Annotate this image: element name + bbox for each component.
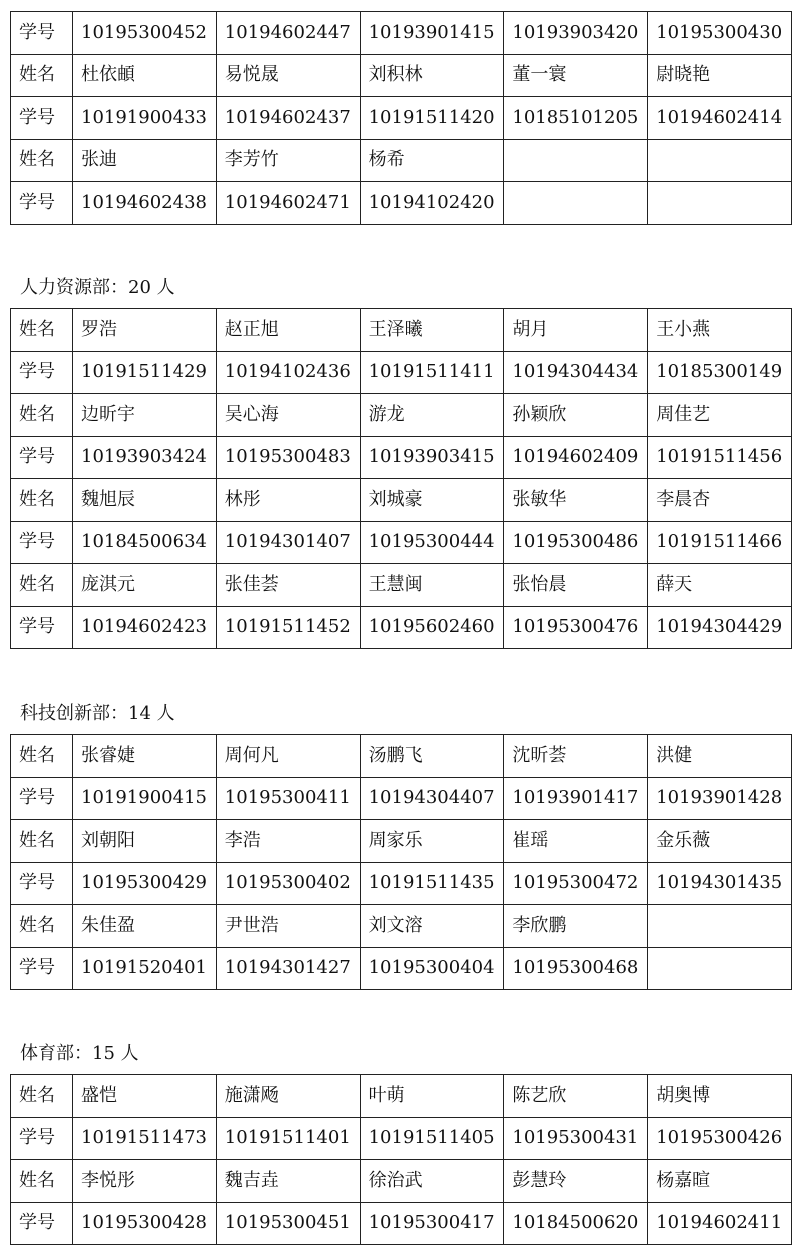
row-label-student-id: 学号 bbox=[11, 1202, 73, 1245]
student-id-cell: 10191520401 bbox=[73, 947, 217, 990]
student-id-cell: 10195300411 bbox=[216, 777, 360, 820]
row-label-name: 姓名 bbox=[11, 394, 73, 437]
student-id-cell: 10194602438 bbox=[73, 182, 217, 225]
member-name-cell: 周何凡 bbox=[216, 735, 360, 778]
roster-table-body bbox=[11, 1075, 792, 1245]
table-row bbox=[11, 139, 792, 182]
member-name-cell: 胡月 bbox=[504, 309, 648, 352]
student-id-cell: 10191511405 bbox=[360, 1117, 504, 1160]
row-label-name: 姓名 bbox=[11, 820, 73, 863]
member-name-cell: 彭慧玲 bbox=[504, 1160, 648, 1203]
table-row bbox=[11, 777, 792, 820]
table-row bbox=[11, 735, 792, 778]
member-name-cell: 易悦晟 bbox=[216, 54, 360, 97]
student-id-cell: 10194602447 bbox=[216, 12, 360, 55]
student-id-cell: 10195300404 bbox=[360, 947, 504, 990]
table-row bbox=[11, 54, 792, 97]
row-label-name: 姓名 bbox=[11, 905, 73, 948]
student-id-cell: 10191511466 bbox=[648, 521, 792, 564]
member-name-cell: 庞淇元 bbox=[73, 564, 217, 607]
roster-table-tech bbox=[10, 734, 792, 990]
student-id-cell: 10193901415 bbox=[360, 12, 504, 55]
member-name-cell: 崔瑶 bbox=[504, 820, 648, 863]
section-heading-tech: 科技创新部：14 人 bbox=[20, 703, 175, 724]
row-label-name: 姓名 bbox=[11, 54, 73, 97]
student-id-cell: 10191511401 bbox=[216, 1117, 360, 1160]
member-name-cell: 张迪 bbox=[73, 139, 217, 182]
student-id-cell: 10191511429 bbox=[73, 351, 217, 394]
member-name-cell: 王小燕 bbox=[648, 309, 792, 352]
member-name-cell: 薛天 bbox=[648, 564, 792, 607]
member-name-cell: 沈昕荟 bbox=[504, 735, 648, 778]
student-id-cell: 10195300451 bbox=[216, 1202, 360, 1245]
table-row bbox=[11, 394, 792, 437]
member-name-cell: 魏旭辰 bbox=[73, 479, 217, 522]
table-row bbox=[11, 1117, 792, 1160]
member-name-cell: 刘文溶 bbox=[360, 905, 504, 948]
member-name-cell: 林彤 bbox=[216, 479, 360, 522]
table-row bbox=[11, 947, 792, 990]
student-id-cell: 10194602414 bbox=[648, 97, 792, 140]
member-name-cell: 李欣鹏 bbox=[504, 905, 648, 948]
row-label-name: 姓名 bbox=[11, 139, 73, 182]
student-id-cell: 10193903415 bbox=[360, 436, 504, 479]
student-id-cell: 10194602471 bbox=[216, 182, 360, 225]
student-id-cell: 10194602411 bbox=[648, 1202, 792, 1245]
row-label-name: 姓名 bbox=[11, 1160, 73, 1203]
student-id-cell: 10191511473 bbox=[73, 1117, 217, 1160]
member-name-cell: 李晨杏 bbox=[648, 479, 792, 522]
member-name-cell: 吴心海 bbox=[216, 394, 360, 437]
roster-table-body bbox=[11, 735, 792, 990]
student-id-cell: 10194602409 bbox=[504, 436, 648, 479]
table-row bbox=[11, 1160, 792, 1203]
student-id-cell: 10194102436 bbox=[216, 351, 360, 394]
member-name-cell: 周佳艺 bbox=[648, 394, 792, 437]
member-name-cell: 汤鹏飞 bbox=[360, 735, 504, 778]
student-id-cell: 10194304429 bbox=[648, 606, 792, 649]
row-label-student-id: 学号 bbox=[11, 606, 73, 649]
member-name-cell: 孙颖欣 bbox=[504, 394, 648, 437]
table-row bbox=[11, 820, 792, 863]
member-name-cell bbox=[648, 905, 792, 948]
member-name-cell: 徐治武 bbox=[360, 1160, 504, 1203]
row-label-student-id: 学号 bbox=[11, 777, 73, 820]
row-label-student-id: 学号 bbox=[11, 182, 73, 225]
table-row bbox=[11, 182, 792, 225]
student-id-cell: 10195300417 bbox=[360, 1202, 504, 1245]
member-name-cell bbox=[504, 139, 648, 182]
member-name-cell: 杨嘉暄 bbox=[648, 1160, 792, 1203]
student-id-cell: 10195300483 bbox=[216, 436, 360, 479]
member-name-cell: 罗浩 bbox=[73, 309, 217, 352]
member-name-cell: 李浩 bbox=[216, 820, 360, 863]
student-id-cell: 10195300468 bbox=[504, 947, 648, 990]
member-name-cell: 张睿婕 bbox=[73, 735, 217, 778]
student-id-cell: 10185101205 bbox=[504, 97, 648, 140]
member-name-cell: 董一寰 bbox=[504, 54, 648, 97]
student-id-cell bbox=[648, 182, 792, 225]
row-label-student-id: 学号 bbox=[11, 351, 73, 394]
roster-table-continued bbox=[10, 11, 792, 225]
table-row bbox=[11, 1202, 792, 1245]
student-id-cell: 10194304434 bbox=[504, 351, 648, 394]
member-name-cell: 杨希 bbox=[360, 139, 504, 182]
row-label-student-id: 学号 bbox=[11, 947, 73, 990]
row-label-student-id: 学号 bbox=[11, 12, 73, 55]
row-label-student-id: 学号 bbox=[11, 1117, 73, 1160]
student-id-cell: 10191511420 bbox=[360, 97, 504, 140]
member-name-cell: 张怡晨 bbox=[504, 564, 648, 607]
table-row bbox=[11, 564, 792, 607]
roster-table-body bbox=[11, 12, 792, 225]
roster-table-body bbox=[11, 309, 792, 649]
member-name-cell: 盛恺 bbox=[73, 1075, 217, 1118]
table-row bbox=[11, 351, 792, 394]
table-row bbox=[11, 309, 792, 352]
student-id-cell: 10191511435 bbox=[360, 862, 504, 905]
row-label-student-id: 学号 bbox=[11, 521, 73, 564]
section-heading-sports: 体育部：15 人 bbox=[20, 1043, 139, 1064]
student-id-cell: 10194102420 bbox=[360, 182, 504, 225]
student-id-cell: 10194304407 bbox=[360, 777, 504, 820]
member-name-cell: 王泽曦 bbox=[360, 309, 504, 352]
student-id-cell: 10185300149 bbox=[648, 351, 792, 394]
member-name-cell: 刘朝阳 bbox=[73, 820, 217, 863]
member-name-cell: 施潇飏 bbox=[216, 1075, 360, 1118]
member-name-cell: 赵正旭 bbox=[216, 309, 360, 352]
row-label-name: 姓名 bbox=[11, 1075, 73, 1118]
student-id-cell: 10195300429 bbox=[73, 862, 217, 905]
table-row bbox=[11, 905, 792, 948]
student-id-cell: 10193903420 bbox=[504, 12, 648, 55]
table-row bbox=[11, 97, 792, 140]
student-id-cell: 10195300444 bbox=[360, 521, 504, 564]
member-name-cell: 刘积林 bbox=[360, 54, 504, 97]
row-label-name: 姓名 bbox=[11, 564, 73, 607]
table-row bbox=[11, 479, 792, 522]
member-name-cell: 金乐薇 bbox=[648, 820, 792, 863]
student-id-cell: 10194602437 bbox=[216, 97, 360, 140]
member-name-cell: 尉晓艳 bbox=[648, 54, 792, 97]
member-name-cell: 杜依頔 bbox=[73, 54, 217, 97]
member-name-cell: 王慧闽 bbox=[360, 564, 504, 607]
student-id-cell: 10195300472 bbox=[504, 862, 648, 905]
row-label-name: 姓名 bbox=[11, 735, 73, 778]
row-label-student-id: 学号 bbox=[11, 97, 73, 140]
member-name-cell: 陈艺欣 bbox=[504, 1075, 648, 1118]
member-name-cell: 李悦彤 bbox=[73, 1160, 217, 1203]
member-name-cell: 魏吉垚 bbox=[216, 1160, 360, 1203]
member-name-cell: 张佳荟 bbox=[216, 564, 360, 607]
student-id-cell: 10193903424 bbox=[73, 436, 217, 479]
student-id-cell: 10195300430 bbox=[648, 12, 792, 55]
student-id-cell: 10193901428 bbox=[648, 777, 792, 820]
table-row bbox=[11, 12, 792, 55]
row-label-name: 姓名 bbox=[11, 309, 73, 352]
student-id-cell: 10195300428 bbox=[73, 1202, 217, 1245]
student-id-cell: 10195300426 bbox=[648, 1117, 792, 1160]
roster-table-hr bbox=[10, 308, 792, 649]
student-id-cell: 10191900433 bbox=[73, 97, 217, 140]
student-id-cell: 10195300486 bbox=[504, 521, 648, 564]
table-row bbox=[11, 862, 792, 905]
student-id-cell: 10194301435 bbox=[648, 862, 792, 905]
table-row bbox=[11, 436, 792, 479]
student-id-cell: 10191900415 bbox=[73, 777, 217, 820]
student-id-cell bbox=[648, 947, 792, 990]
table-row bbox=[11, 606, 792, 649]
member-name-cell: 叶萌 bbox=[360, 1075, 504, 1118]
member-name-cell bbox=[648, 139, 792, 182]
row-label-name: 姓名 bbox=[11, 479, 73, 522]
member-name-cell: 边昕宇 bbox=[73, 394, 217, 437]
member-name-cell: 李芳竹 bbox=[216, 139, 360, 182]
table-row bbox=[11, 521, 792, 564]
student-id-cell: 10195602460 bbox=[360, 606, 504, 649]
student-id-cell: 10184500620 bbox=[504, 1202, 648, 1245]
student-id-cell: 10184500634 bbox=[73, 521, 217, 564]
member-name-cell: 游龙 bbox=[360, 394, 504, 437]
student-id-cell: 10195300402 bbox=[216, 862, 360, 905]
student-id-cell: 10191511456 bbox=[648, 436, 792, 479]
member-name-cell: 胡奥博 bbox=[648, 1075, 792, 1118]
member-name-cell: 尹世浩 bbox=[216, 905, 360, 948]
row-label-student-id: 学号 bbox=[11, 436, 73, 479]
student-id-cell: 10195300476 bbox=[504, 606, 648, 649]
student-id-cell: 10194301407 bbox=[216, 521, 360, 564]
member-name-cell: 洪健 bbox=[648, 735, 792, 778]
member-name-cell: 刘城豪 bbox=[360, 479, 504, 522]
section-heading-hr: 人力资源部：20 人 bbox=[20, 277, 175, 298]
student-id-cell: 10193901417 bbox=[504, 777, 648, 820]
table-row bbox=[11, 1075, 792, 1118]
student-id-cell: 10191511411 bbox=[360, 351, 504, 394]
student-id-cell: 10194301427 bbox=[216, 947, 360, 990]
member-name-cell: 张敏华 bbox=[504, 479, 648, 522]
member-name-cell: 朱佳盈 bbox=[73, 905, 217, 948]
roster-table-sports bbox=[10, 1074, 792, 1245]
row-label-student-id: 学号 bbox=[11, 862, 73, 905]
student-id-cell: 10195300431 bbox=[504, 1117, 648, 1160]
member-name-cell: 周家乐 bbox=[360, 820, 504, 863]
student-id-cell: 10195300452 bbox=[73, 12, 217, 55]
student-id-cell: 10194602423 bbox=[73, 606, 217, 649]
student-id-cell: 10191511452 bbox=[216, 606, 360, 649]
student-id-cell bbox=[504, 182, 648, 225]
